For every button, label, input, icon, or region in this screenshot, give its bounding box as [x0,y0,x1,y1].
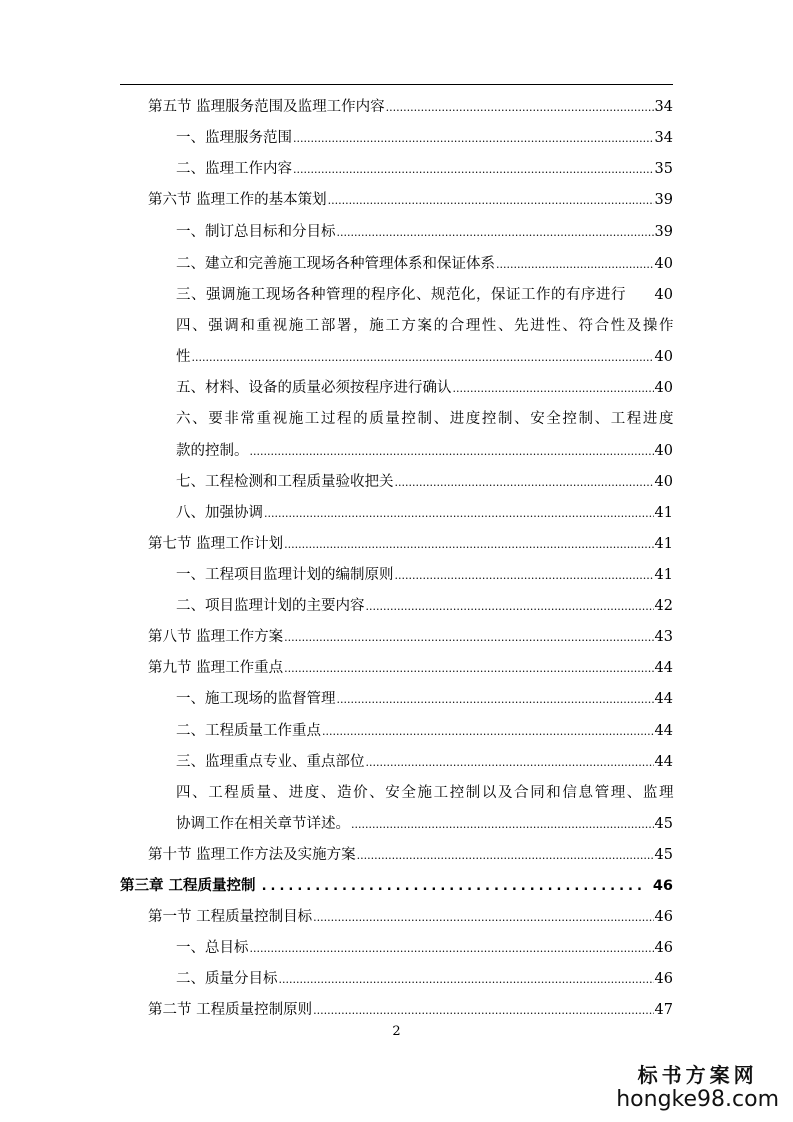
toc-entry-label: 性 [176,349,191,365]
toc-leader-dots [264,504,654,524]
toc-entry-label: 三、强调施工现场各种管理的程序化、规范化，保证工作的有序进行 [176,287,626,303]
toc-entry-label: 第七节 监理工作计划 [148,536,284,552]
toc-entry-label: 二、项目监理计划的主要内容 [176,598,365,614]
toc-entry-page: 34 [654,130,673,146]
toc-leader-dots [284,628,653,648]
toc-leader-dots [395,473,654,493]
toc-entry-page: 46 [654,909,673,925]
toc-entry-page: 40 [654,349,673,365]
toc-entry-page: 39 [654,192,673,208]
toc-leader-dots [453,379,654,399]
toc-entry[interactable] [176,472,673,493]
toc-entry[interactable] [176,378,673,399]
toc-entry-page: 44 [654,691,673,707]
toc-leader-dots [322,722,654,742]
toc-entry[interactable] [176,969,673,990]
toc-entry-page: 40 [654,474,673,490]
toc-entry-label: 二、监理工作内容 [176,161,292,177]
toc-leader-dots [328,191,654,211]
toc-leader-dots [313,908,653,928]
toc-leader-dots [250,939,654,959]
toc-entry-label: 协调工作在相关章节详述。 [176,816,350,832]
toc-leader-dots [351,815,654,835]
toc-entry-label: 一、制订总目标和分目标 [176,224,336,240]
toc-entry-label: 三、监理重点专业、重点部位 [176,754,365,770]
toc-entry-page: 35 [654,161,673,177]
toc-leader-dots [284,659,653,679]
toc-entry[interactable] [176,721,673,742]
toc-leader-dots [284,535,653,555]
toc-entry-section-1[interactable] [148,907,673,928]
toc-entry-page: 39 [654,224,673,240]
toc-entry-label: 第十节 监理工作方法及实施方案 [148,847,356,863]
toc-entry-page: 41 [654,505,673,521]
toc-entry-label: 第六节 监理工作的基本策划 [148,192,327,208]
toc-leader-dots [395,566,654,586]
toc-leader-dots [293,129,654,149]
site-watermark [616,1059,779,1112]
toc-entry[interactable] [176,938,673,959]
page-number: 2 [392,1024,401,1039]
toc-leader-dots [279,970,654,990]
toc-entry-page: 47 [654,1002,673,1018]
toc-entry-page: 44 [654,754,673,770]
toc-entry-page: 34 [654,99,673,115]
toc-entry-label: 七、工程检测和工程质量验收把关 [176,474,394,490]
toc-entry[interactable] [176,596,673,617]
toc-chapter-page: 46 [652,878,673,894]
toc-entry-section-5[interactable] [148,97,673,118]
toc-entry-page: 40 [654,443,673,459]
toc-entry-wrapped-line: 四、工程质量、进度、造价、安全施工控制以及合同和信息管理、监理 [176,785,676,801]
toc-entry-label: 一、总目标 [176,940,249,956]
toc-entry-label: 一、监理服务范围 [176,130,292,146]
toc-entry-label: 二、工程质量工作重点 [176,723,321,739]
toc-entry[interactable] [176,689,673,710]
toc-entry-label: 一、工程项目监理计划的编制原则 [176,567,394,583]
toc-entry[interactable] [176,814,673,835]
toc-entry-label: 二、建立和完善施工现场各种管理体系和保证体系 [176,256,495,272]
toc-entry-section-10[interactable] [148,845,673,866]
toc-entry-label: 第五节 监理服务范围及监理工作内容 [148,99,385,115]
toc-entry-label: 第一节 工程质量控制目标 [148,909,313,925]
toc-leader-dots [262,877,647,897]
toc-entry-label: 第二节 工程质量控制原则 [148,1002,313,1018]
toc-chapter-label: 第三章 工程质量控制 [120,878,256,894]
toc-entry[interactable] [176,222,673,243]
toc-entry[interactable] [176,441,673,462]
toc-entry-page: 46 [654,971,673,987]
toc-entry-page: 45 [654,847,673,863]
toc-entry-label: 八、加强协调 [176,505,263,521]
toc-entry-page: 46 [654,940,673,956]
toc-leader-dots [357,846,654,866]
toc-entry[interactable] [176,254,673,275]
toc-entry-wrapped-line: 四、强调和重视施工部署，施工方案的合理性、先进性、符合性及操作 [176,318,676,334]
toc-entry[interactable] [176,752,673,773]
toc-entry[interactable] [176,159,673,180]
toc-entry-wrapped-line: 六、要非常重视施工过程的质量控制、进度控制、安全控制、工程进度 [176,411,676,427]
toc-leader-dots [337,690,654,710]
toc-entry-page: 43 [654,629,673,645]
toc-leader-dots [250,442,654,462]
toc-leader-dots [293,160,654,180]
toc-entry-page: 41 [654,536,673,552]
toc-entry-section-7[interactable] [148,534,673,555]
toc-entry[interactable] [176,565,673,586]
watermark-url: hongke98.com [616,1087,779,1112]
toc-entry-page: 40 [654,287,673,303]
toc-entry-chapter-3[interactable] [120,876,673,897]
toc-leader-dots [192,348,654,368]
toc-entry-section-9[interactable] [148,658,673,679]
toc-entry-page: 42 [654,598,673,614]
toc-entry-section-8[interactable] [148,627,673,648]
toc-entry-page: 44 [654,723,673,739]
toc-entry-label: 二、质量分目标 [176,971,278,987]
toc-leader-dots [313,1001,653,1021]
toc-entry-section-6[interactable] [148,190,673,211]
header-rule [120,84,673,85]
toc-entry[interactable] [176,347,673,368]
toc-entry[interactable] [176,128,673,149]
toc-entry-label: 款的控制。 [176,443,249,459]
toc-entry-page: 45 [654,816,673,832]
toc-leader-dots [496,255,654,275]
toc-entry[interactable] [176,285,673,305]
toc-entry-label: 五、材料、设备的质量必须按程序进行确认 [176,380,452,396]
toc-leader-dots [366,597,654,617]
toc-entry-label: 一、施工现场的监督管理 [176,691,336,707]
toc-entry-label: 第八节 监理工作方案 [148,629,284,645]
toc-entry-section-2[interactable] [148,1000,673,1021]
toc-entry-label: 第九节 监理工作重点 [148,660,284,676]
toc-entry[interactable] [176,503,673,524]
toc-leader-dots [337,223,654,243]
toc-leader-dots [366,753,654,773]
toc-entry-page: 40 [654,380,673,396]
toc-entry-page: 40 [654,256,673,272]
toc-entry-page: 44 [654,660,673,676]
toc-entry-page: 41 [654,567,673,583]
watermark-name: 标书方案网 [637,1063,758,1087]
toc-leader-dots [386,98,654,118]
